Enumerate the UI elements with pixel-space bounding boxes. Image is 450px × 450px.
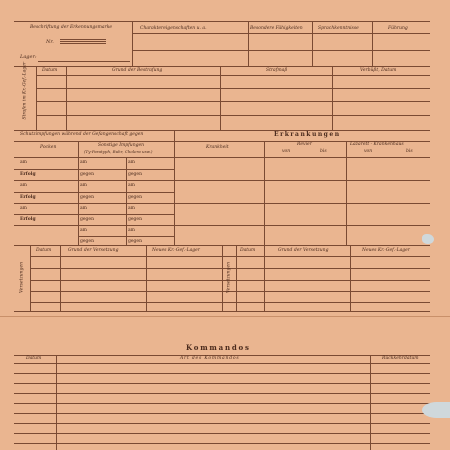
erkrankungen-header: Erkrankungen — [274, 131, 341, 138]
row-line — [14, 214, 174, 215]
row-line — [78, 236, 174, 237]
versetzung-grund-header: Grund der Versetzung — [278, 248, 329, 253]
pocken-header: Pocken — [40, 145, 57, 150]
row-line — [36, 88, 430, 89]
gegen-label: gegen — [80, 195, 94, 200]
lager-field-line — [38, 61, 130, 62]
top-border — [14, 21, 430, 22]
punch-hole — [422, 234, 434, 244]
gegen-label: gegen — [80, 217, 94, 222]
revier-bis: bis — [320, 149, 327, 154]
divider — [248, 21, 249, 67]
fuehrung-label: Führung — [388, 26, 408, 31]
charakter-label: Charaktereigenschaften u. a. — [140, 26, 207, 31]
kommandos-art-header: Art des Kommandos — [180, 356, 240, 361]
row-line — [14, 373, 430, 374]
lager-label: Lager: — [20, 54, 37, 60]
punch-hole — [422, 402, 450, 418]
revier-von: von — [282, 149, 291, 154]
gegen-label: gegen — [128, 217, 142, 222]
gegen-label: gegen — [128, 195, 142, 200]
versetzung-datum-header: Datum — [240, 248, 256, 253]
row-line — [36, 115, 430, 116]
sonstige-sub-header: (Ty-Paratyph, Ruhr, Cholera usw.) — [84, 149, 153, 154]
row-line — [14, 203, 430, 204]
am-label: am — [20, 206, 27, 211]
row-line — [14, 192, 174, 193]
revier-header: Revier — [297, 142, 312, 147]
sprachen-label: Sprachkenntnisse — [318, 26, 359, 31]
krankheit-header: Krankheit — [206, 145, 229, 150]
row-line — [36, 75, 430, 76]
divider — [126, 157, 127, 245]
am-label: am — [80, 183, 87, 188]
lazarett-header: Lazarett - Krankenhaus — [350, 142, 404, 147]
versetzung-grund-header: Grund der Versetzung — [68, 248, 119, 253]
divider — [174, 130, 175, 245]
impfungen-header: Schutzimpfungen während der Gefangenschaft gegen — [20, 132, 144, 137]
am-label: am — [80, 228, 87, 233]
versetzungen-bottom-border — [14, 311, 430, 312]
versetzungen-side-label-left: Versetzungen — [19, 261, 25, 294]
gegen-label: gegen — [128, 172, 142, 177]
faehigkeiten-label: Besondere Fähigkeiten — [250, 26, 303, 31]
row-line — [14, 403, 430, 404]
row-line — [30, 302, 430, 303]
id-tag-label: Beschriftung der Erkennungsmarke — [30, 25, 113, 30]
gegen-label: gegen — [128, 239, 142, 244]
am-label: am — [128, 160, 135, 165]
rueckkehr-header: Rückkehrdatum — [382, 356, 419, 361]
verbuesst-header: Verbüßt, Datum — [360, 68, 397, 73]
lazarett-von: von — [364, 149, 373, 154]
row-line — [14, 423, 430, 424]
row-line — [132, 50, 430, 51]
impfungen-top-border — [14, 130, 430, 131]
strafen-grund-header: Grund der Bestrafung — [112, 68, 163, 73]
divider — [372, 21, 373, 67]
row-line — [14, 413, 430, 414]
am-label: am — [128, 183, 135, 188]
row-line — [14, 180, 430, 181]
redacted-number — [60, 38, 106, 44]
versetzungen-side-label-right: Versetzungen — [226, 261, 232, 294]
row-line — [132, 33, 430, 34]
sonstige-header: Sonstige Impfungen — [98, 143, 145, 148]
row-line — [14, 393, 430, 394]
nr-label: Nr. — [46, 39, 54, 45]
row-line — [14, 225, 430, 226]
gegen-label: gegen — [80, 172, 94, 177]
row-line — [14, 383, 430, 384]
kommandos-datum-header: Datum — [26, 356, 42, 361]
strafen-top-border — [14, 66, 430, 67]
am-label: am — [20, 160, 27, 165]
erfolg-label: Erfolg — [20, 217, 36, 222]
erfolg-label: Erfolg — [20, 172, 36, 177]
versetzung-datum-header: Datum — [36, 248, 52, 253]
lazarett-bis: bis — [406, 149, 413, 154]
am-label: am — [128, 206, 135, 211]
row-line — [14, 433, 430, 434]
divider — [312, 21, 313, 67]
am-label: am — [80, 206, 87, 211]
row-line — [14, 443, 430, 444]
am-label: am — [80, 160, 87, 165]
gegen-label: gegen — [80, 239, 94, 244]
divider — [132, 21, 133, 67]
am-label: am — [20, 183, 27, 188]
row-line — [36, 101, 430, 102]
kommandos-header-line — [14, 363, 430, 364]
card-fold-line — [0, 316, 450, 317]
strafmass-header: Strafmaß — [266, 68, 288, 73]
am-label: am — [128, 228, 135, 233]
versetzung-neues-header: Neues Kr.-Gef.-Lager — [362, 248, 410, 253]
erfolg-label: Erfolg — [20, 195, 36, 200]
strafen-datum-header: Datum — [42, 68, 58, 73]
strafen-side-label: Strafen im Kr.-Gef.-Lager — [22, 61, 28, 120]
row-line — [14, 157, 430, 158]
versetzung-neues-header: Neues Kr.-Gef.-Lager — [152, 248, 200, 253]
row-line — [14, 169, 174, 170]
kommandos-title: Kommandos — [186, 343, 251, 352]
